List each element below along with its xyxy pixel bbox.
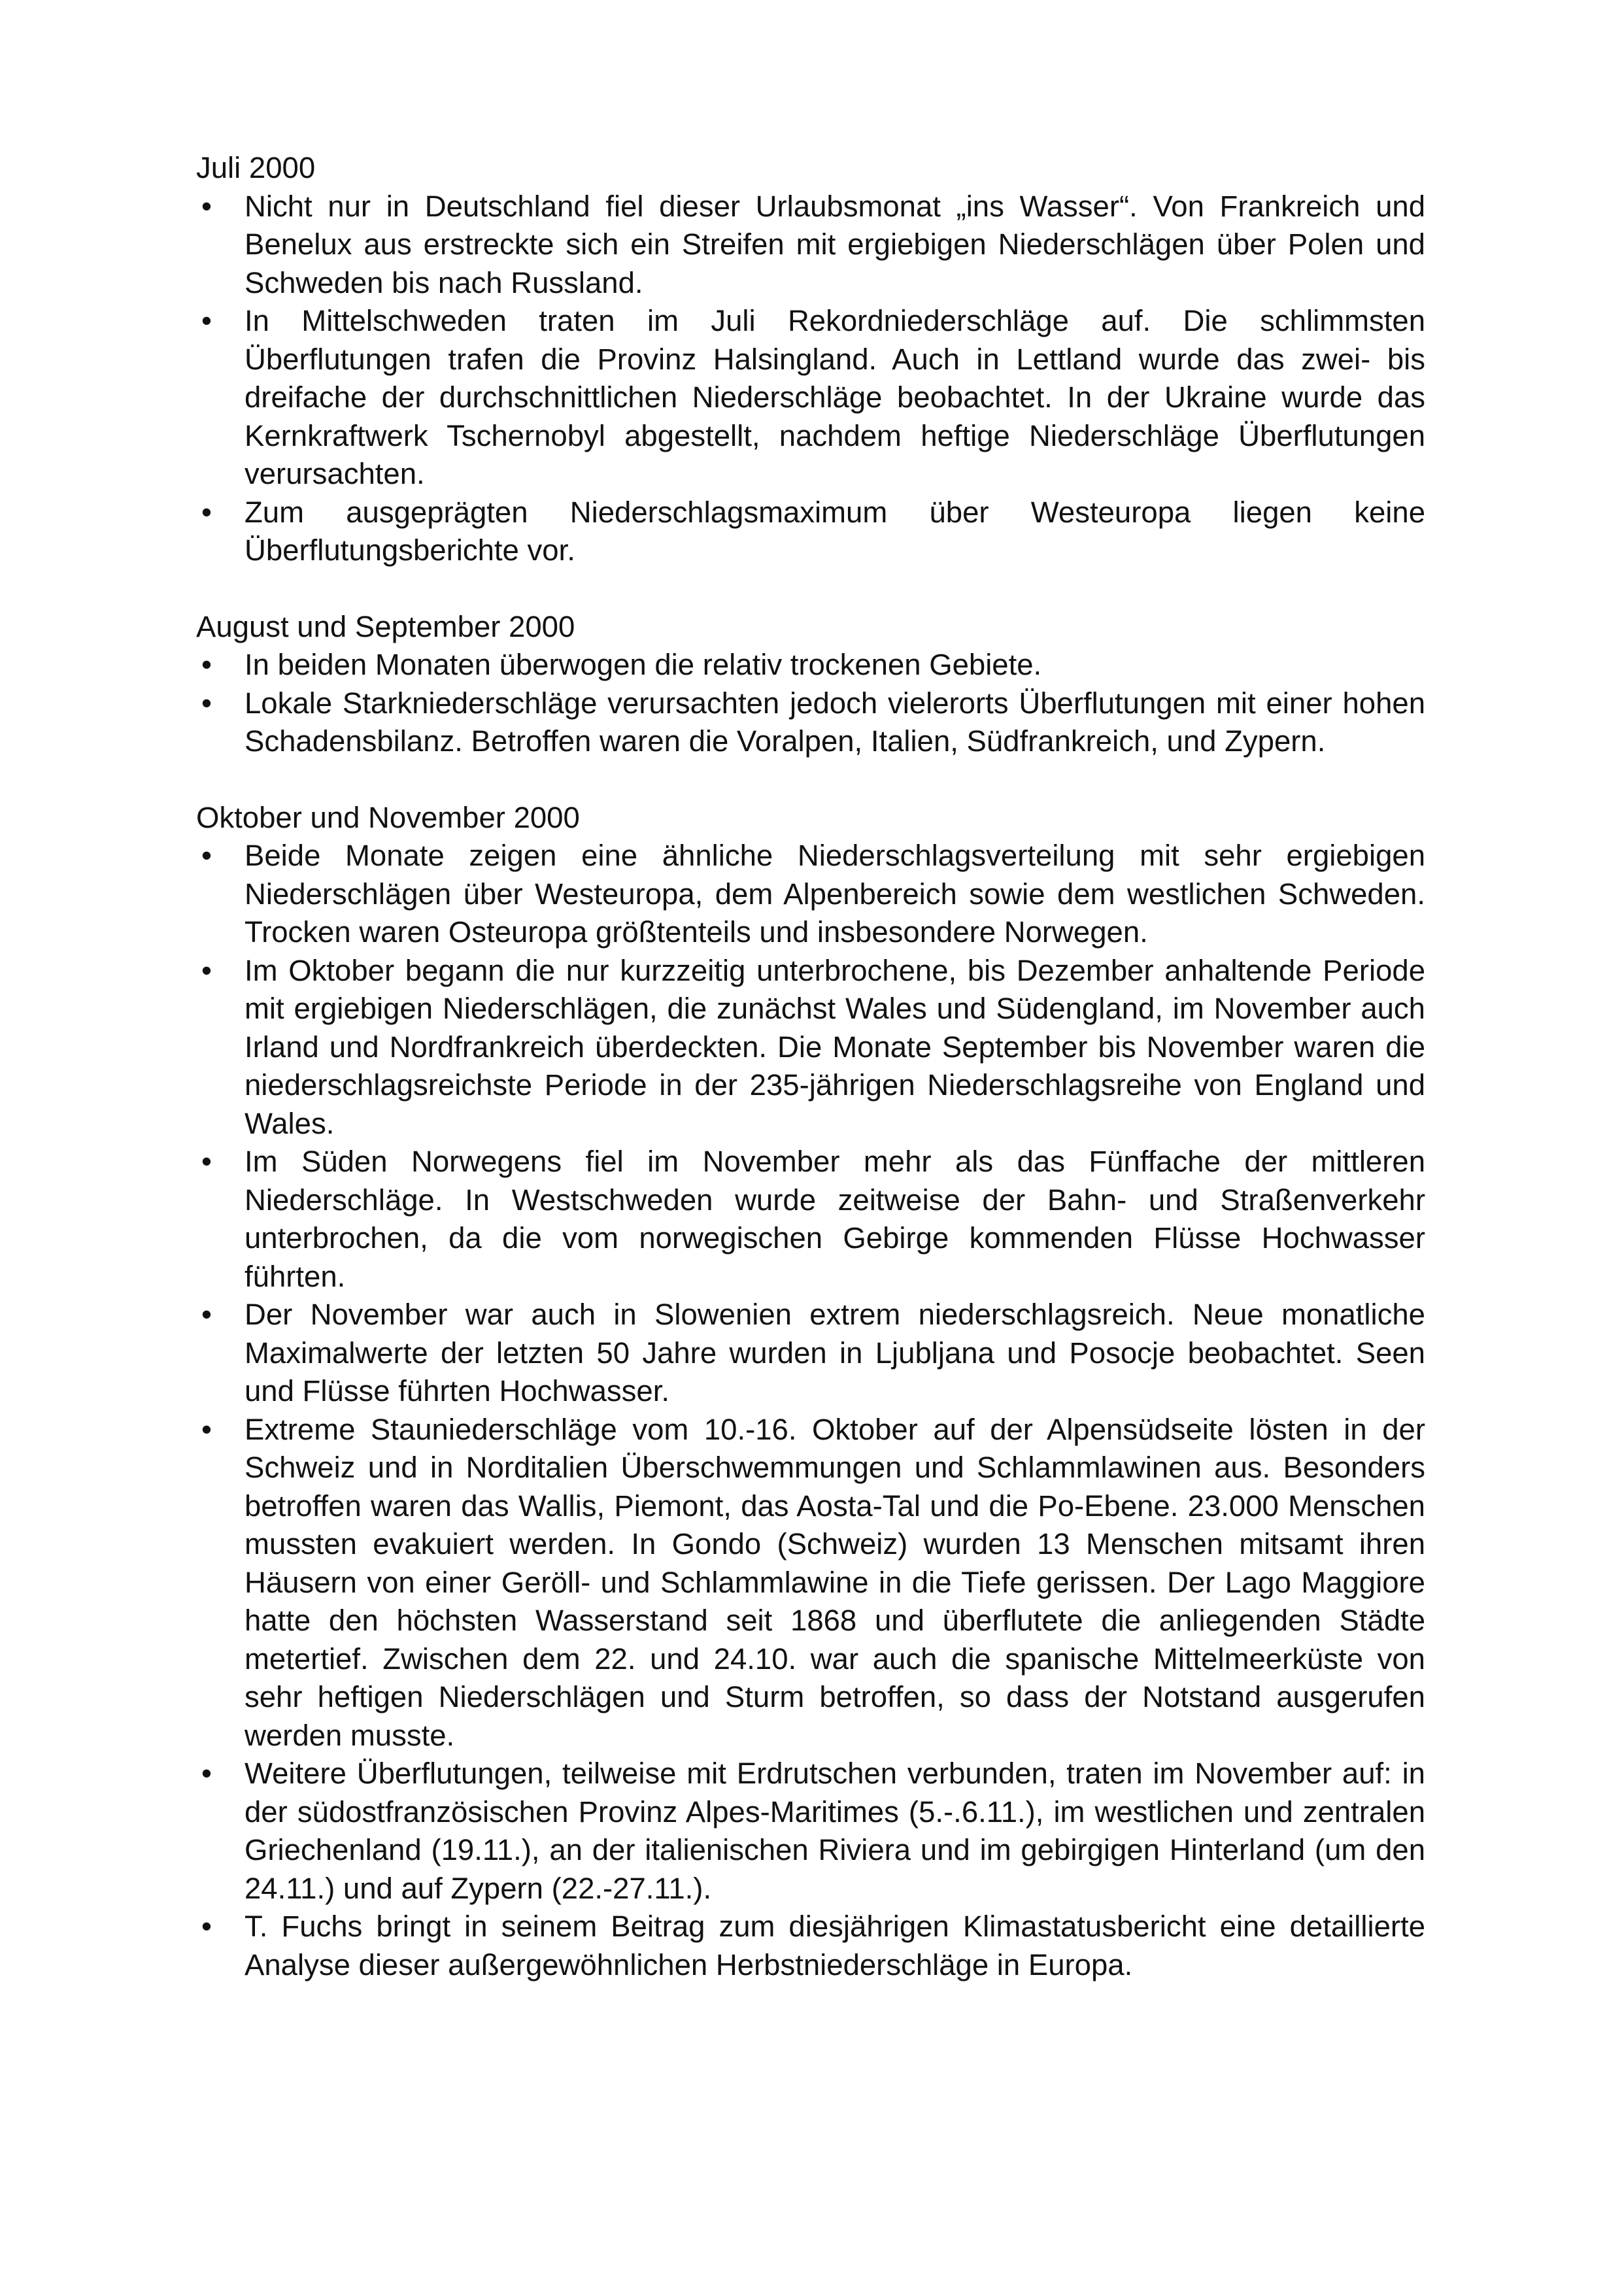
list-item <box>196 1755 1425 1908</box>
list-item <box>196 684 1425 761</box>
list-item <box>196 646 1425 684</box>
bullet-list <box>196 646 1425 761</box>
section-title: August und September 2000 <box>196 609 575 643</box>
list-item <box>196 1908 1425 1984</box>
list-item-text: Beide Monate zeigen eine ähnliche Niederschlagsverteilung mit sehr ergiebigen Niederschlägen über Westeuropa, dem Alpenbereich sowie dem westlichen Schweden. Trocken waren Osteuropa größtenteils und insbesondere Norwegen. <box>245 839 1425 949</box>
list-item-text: Im Süden Norwegens fiel im November mehr als das Fünffache der mittleren Niederschläge. In Westschweden wurde zeitweise der Bahn- und Straßenverkehr unterbrochen, da die vom norwegischen Gebirge kommenden Flüsse Hochwasser führten. <box>245 1145 1425 1293</box>
list-item-text: In beiden Monaten überwogen die relativ trockenen Gebiete. <box>245 648 1042 681</box>
bullet-icon: • <box>201 839 212 872</box>
section-august-september-2000 <box>196 608 1425 761</box>
section-title: Oktober und November 2000 <box>196 800 580 834</box>
list-item <box>196 302 1425 494</box>
document-page <box>196 149 1425 2022</box>
section-oktober-november-2000 <box>196 799 1425 1985</box>
bullet-icon: • <box>201 953 212 987</box>
list-item-text: Nicht nur in Deutschland fiel dieser Urlaubsmonat „ins Wasser“. Von Frankreich und Benelux aus erstreckte sich ein Streifen mit ergiebigen Niederschlägen über Polen und Schweden bis nach Russland. <box>245 189 1425 299</box>
list-item-text: Extreme Stauniederschläge vom 10.-16. Oktober auf der Alpensüdseite lösten in der Schweiz und in Norditalien Überschwemmungen und Schlammlawinen aus. Besonders betroffen waren das Wallis, Piemont, das Aosta-Tal und die Po-Ebene. 23.000 Menschen mussten evakuiert werden. In Gondo (Schweiz) wurden 13 Menschen mitsamt ihren Häusern von einer Geröll- und Schlammlawine in die Tiefe gerissen. Der Lago Maggiore hatte den höchsten Wasserstand seit 1868 und überflutete die anliegenden Städte metertief. Zwischen dem 22. und 24.10. war auch die spanische Mittelmeerküste von sehr heftigen Niederschlägen und Sturm betroffen, so dass der Notstand ausgerufen werden musste. <box>245 1412 1425 1752</box>
list-item-text: Weitere Überflutungen, teilweise mit Erdrutschen verbunden, traten im November auf: in der südostfranzösischen Provinz Alpes-Maritimes (5.-.6.11.), im westlichen und zentralen Griechenland (19.11.), an der italienischen Riviera und im gebirgigen Hinterland (um den 24.11.) und auf Zypern (22.-27.11.). <box>245 1757 1425 1905</box>
list-item <box>196 494 1425 570</box>
list-item <box>196 1296 1425 1411</box>
list-item-text: T. Fuchs bringt in seinem Beitrag zum diesjährigen Klimastatusbericht eine detaillierte Analyse dieser außergewöhnlichen Herbstniederschläge in Europa. <box>245 1910 1425 1982</box>
bullet-list <box>196 188 1425 570</box>
bullet-icon: • <box>201 1412 212 1446</box>
bullet-icon: • <box>201 686 212 720</box>
bullet-icon: • <box>201 304 212 337</box>
bullet-icon: • <box>201 1910 212 1943</box>
bullet-icon: • <box>201 1298 212 1331</box>
bullet-icon: • <box>201 189 212 223</box>
list-item-text: Lokale Starkniederschläge verursachten jedoch vielerorts Überflutungen mit einer hohen Schadensbilanz. Betroffen waren die Voralpen, Italien, Südfrankreich, und Zypern. <box>245 686 1425 758</box>
list-item-text: Im Oktober begann die nur kurzzeitig unterbrochene, bis Dezember anhaltende Periode mit ergiebigen Niederschlägen, die zunächst Wales und Südengland, im November auch Irland und Nordfrankreich überdeckten. Die Monate September bis November waren die niederschlagsreichste Periode in der 235-jährigen Niederschlagsreihe von England und Wales. <box>245 953 1425 1140</box>
section-juli-2000 <box>196 149 1425 570</box>
section-title: Juli 2000 <box>196 151 316 184</box>
bullet-icon: • <box>201 1757 212 1790</box>
bullet-icon: • <box>201 648 212 681</box>
bullet-list <box>196 837 1425 1984</box>
bullet-icon: • <box>201 1145 212 1178</box>
list-item <box>196 1143 1425 1296</box>
list-item <box>196 188 1425 303</box>
list-item <box>196 1411 1425 1755</box>
list-item <box>196 952 1425 1143</box>
list-item-text: Zum ausgeprägten Niederschlagsmaximum über Westeuropa liegen keine Überflutungsberichte vor. <box>245 495 1425 567</box>
list-item-text: Der November war auch in Slowenien extrem niederschlagsreich. Neue monatliche Maximalwerte der letzten 50 Jahre wurden in Ljubljana und Posocje beobachtet. Seen und Flüsse führten Hochwasser. <box>245 1298 1425 1408</box>
bullet-icon: • <box>201 495 212 529</box>
list-item <box>196 837 1425 952</box>
list-item-text: In Mittelschweden traten im Juli Rekordniederschläge auf. Die schlimmsten Überflutungen trafen die Provinz Halsingland. Auch in Lettland wurde das zwei- bis dreifache der durchschnittlichen Niederschläge beobachtet. In der Ukraine wurde das Kernkraftwerk Tschernobyl abgestellt, nachdem heftige Niederschläge Überflutungen verursachten. <box>245 304 1425 490</box>
